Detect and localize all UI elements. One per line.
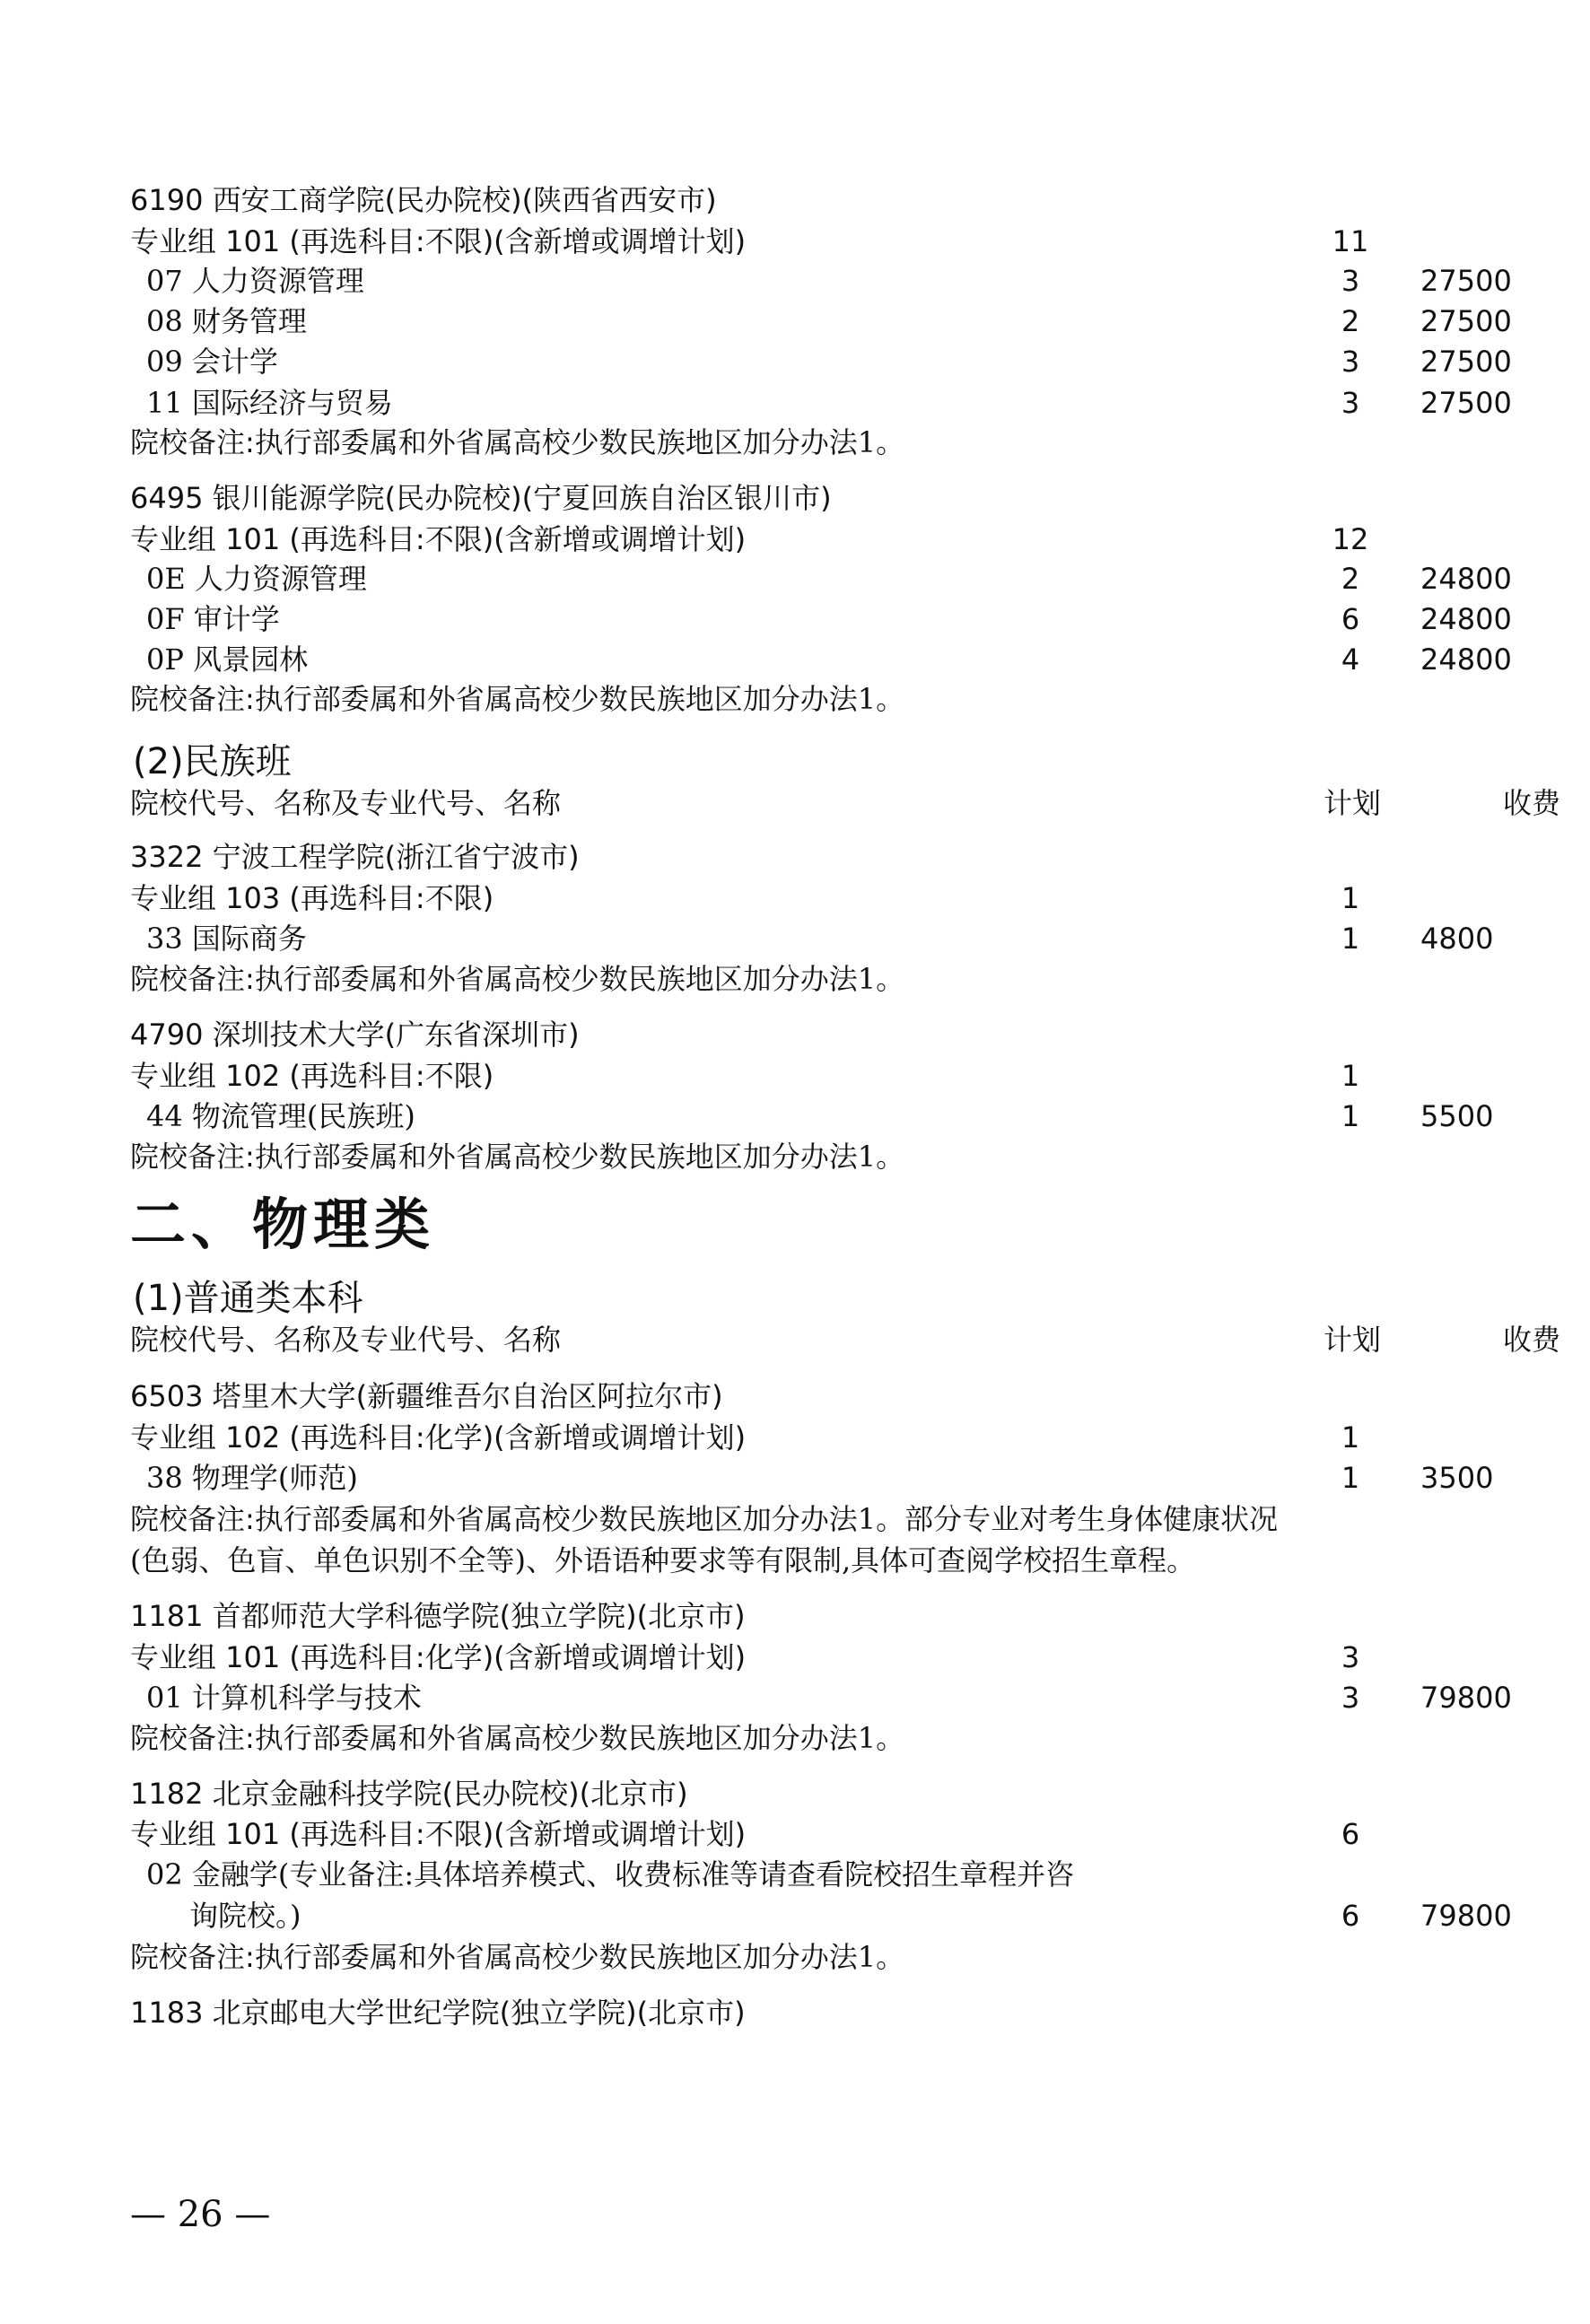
institution-note <box>130 1936 1476 1978</box>
tuition-fee: 79800 <box>1420 1681 1512 1715</box>
major-row-continued <box>130 1895 1512 1936</box>
section-heading: 二、物理类 <box>130 1192 436 1257</box>
major-group-row <box>130 1417 1476 1458</box>
tuition-fee: 27500 <box>1420 345 1512 379</box>
note-text <box>130 422 904 463</box>
plan-count: 3 <box>1341 1681 1360 1715</box>
row-label: 0P 风景园林 <box>146 642 309 677</box>
row-label: 33 国际商务 <box>146 922 307 956</box>
row-label: 院校代号、名称及专业代号、名称 <box>130 786 562 820</box>
note-label: 院校备注: <box>130 1721 255 1755</box>
major-row <box>130 558 1512 599</box>
plan-count: 1 <box>1341 881 1360 915</box>
row-label: 专业组 102 (再选科目:化学)(含新增或调增计划) <box>130 1420 747 1455</box>
plan-count: 3 <box>1341 386 1360 420</box>
note-label: 院校备注: <box>130 1140 255 1174</box>
note-continued <box>130 1540 1476 1581</box>
note-body: 执行部委属和外省属高校少数民族地区加分办法1。 <box>254 962 905 996</box>
note-body: 执行部委属和外省属高校少数民族地区加分办法1。 <box>254 1721 905 1755</box>
tuition-fee: 24800 <box>1420 562 1512 596</box>
plan-count: 1 <box>1341 1461 1360 1495</box>
row-label: 3322 宁波工程学院(浙江省宁波市) <box>130 840 580 874</box>
tuition-fee: 27500 <box>1420 386 1512 420</box>
institution-row <box>130 1376 1476 1417</box>
note-label: 院校备注: <box>130 1502 255 1536</box>
major-row <box>130 918 1494 959</box>
major-row <box>130 639 1512 680</box>
row-label: 院校代号、名称及专业代号、名称 <box>130 1323 562 1357</box>
note-body: 执行部委属和外省属高校少数民族地区加分办法1。 <box>254 425 905 459</box>
plan-count: 4 <box>1341 642 1360 677</box>
row-label: 11 国际经济与贸易 <box>146 386 393 420</box>
tuition-fee: 27500 <box>1420 304 1512 338</box>
note-label: 院校备注: <box>130 962 255 996</box>
note-body: 执行部委属和外省属高校少数民族地区加分办法1。 <box>254 1140 905 1174</box>
major-row <box>130 382 1512 424</box>
institution-note <box>130 1717 1476 1759</box>
plan-count: 3 <box>1341 1640 1360 1674</box>
row-label: 6495 银川能源学院(民办院校)(宁夏回族自治区银川市) <box>130 481 832 515</box>
subsection-heading: (1)普通类本科 <box>133 1278 363 1319</box>
note-text <box>130 1498 1278 1540</box>
column-header-row <box>130 1319 1561 1360</box>
major-group-row <box>130 1813 1476 1855</box>
row-label: 专业组 101 (再选科目:化学)(含新增或调增计划) <box>130 1640 747 1674</box>
page-number: — 26 — <box>130 2194 271 2235</box>
plan-count: 1 <box>1341 922 1360 956</box>
institution-row <box>130 1014 1476 1055</box>
row-label: 1182 北京金融科技学院(民办院校)(北京市) <box>130 1777 688 1811</box>
row-label: 07 人力资源管理 <box>146 264 364 298</box>
row-label: 0E 人力资源管理 <box>146 562 367 596</box>
row-label: 询院校。) <box>189 1899 301 1933</box>
plan-count: 6 <box>1341 602 1360 636</box>
row-label: 01 计算机科学与技术 <box>146 1681 422 1715</box>
major-group-row <box>130 878 1476 919</box>
row-label: 专业组 102 (再选科目:不限) <box>130 1059 494 1093</box>
tuition-fee: 3500 <box>1420 1461 1494 1495</box>
tuition-fee: 24800 <box>1420 642 1512 677</box>
institution-note <box>130 958 1476 1000</box>
tuition-fee: 79800 <box>1420 1899 1512 1933</box>
note-body: 执行部委属和外省属高校少数民族地区加分办法1。 <box>254 682 905 716</box>
note-body: 执行部委属和外省属高校少数民族地区加分办法1。 <box>254 1940 905 1974</box>
tuition-fee: 5500 <box>1420 1099 1494 1133</box>
major-row <box>130 1677 1512 1718</box>
row-label: 专业组 103 (再选科目:不限) <box>130 881 494 915</box>
plan-count: 计划 <box>1324 786 1382 820</box>
institution-note <box>130 1136 1476 1177</box>
institution-note <box>130 678 1476 720</box>
institution-note <box>130 422 1476 463</box>
plan-count: 计划 <box>1324 1323 1382 1357</box>
institution-row <box>130 836 1476 878</box>
row-label: 6503 塔里木大学(新疆维吾尔自治区阿拉尔市) <box>130 1379 723 1413</box>
row-label: 0F 审计学 <box>146 602 280 636</box>
plan-count: 1 <box>1341 1059 1360 1093</box>
major-row <box>130 1457 1494 1498</box>
major-group-row <box>130 1637 1476 1678</box>
note-label: 院校备注: <box>130 425 255 459</box>
major-group-row <box>130 1055 1476 1096</box>
note-body: 执行部委属和外省属高校少数民族地区加分办法1。部分专业对考生身体健康状况 <box>254 1502 1279 1536</box>
row-label: 1183 北京邮电大学世纪学院(独立学院)(北京市) <box>130 1996 746 2030</box>
major-row <box>130 598 1512 640</box>
plan-count: 3 <box>1341 345 1360 379</box>
row-label: 02 金融学(专业备注:具体培养模式、收费标准等请查看院校招生章程并咨 <box>146 1857 1075 1892</box>
major-row <box>130 1096 1494 1137</box>
institution-row <box>130 1595 1476 1637</box>
plan-count: 1 <box>1341 1420 1360 1455</box>
tuition-fee: 收费 <box>1503 786 1561 820</box>
plan-count: 6 <box>1341 1817 1360 1851</box>
note-label: 院校备注: <box>130 1940 255 1974</box>
tuition-fee: 24800 <box>1420 602 1512 636</box>
row-label: 6190 西安工商学院(民办院校)(陕西省西安市) <box>130 183 717 217</box>
row-label: 08 财务管理 <box>146 304 307 338</box>
institution-row <box>130 179 1476 221</box>
row-label: 专业组 101 (再选科目:不限)(含新增或调增计划) <box>130 1817 747 1851</box>
plan-count: 6 <box>1341 1899 1360 1933</box>
row-label: 09 会计学 <box>146 345 278 379</box>
row-label: 专业组 101 (再选科目:不限)(含新增或调增计划) <box>130 224 747 258</box>
row-label: 1181 首都师范大学科德学院(独立学院)(北京市) <box>130 1599 746 1633</box>
plan-count: 3 <box>1341 264 1360 298</box>
note-text <box>130 678 904 720</box>
plan-count: 2 <box>1341 562 1360 596</box>
tuition-fee: 4800 <box>1420 922 1494 956</box>
note-text <box>130 958 904 1000</box>
major-row <box>130 341 1512 382</box>
row-label: 38 物理学(师范) <box>146 1461 358 1495</box>
row-label: (色弱、色盲、单色识别不全等)、外语语种要求等有限制,具体可查阅学校招生章程。 <box>130 1543 1196 1577</box>
subsection-heading: (2)民族班 <box>133 741 292 782</box>
institution-row <box>130 1773 1476 1814</box>
plan-count: 2 <box>1341 304 1360 338</box>
major-row <box>130 301 1512 342</box>
major-row <box>130 1854 1476 1895</box>
note-text <box>130 1717 904 1759</box>
institution-note <box>130 1498 1476 1540</box>
column-header-row <box>130 782 1561 824</box>
row-label: 专业组 101 (再选科目:不限)(含新增或调增计划) <box>130 522 747 556</box>
major-group-row <box>130 519 1476 560</box>
plan-count: 1 <box>1341 1099 1360 1133</box>
tuition-fee: 收费 <box>1503 1323 1561 1357</box>
tuition-fee: 27500 <box>1420 264 1512 298</box>
row-label: 4790 深圳技术大学(广东省深圳市) <box>130 1018 580 1052</box>
plan-count: 12 <box>1332 522 1369 556</box>
major-row <box>130 260 1512 301</box>
note-label: 院校备注: <box>130 682 255 716</box>
note-text <box>130 1936 904 1978</box>
institution-row <box>130 477 1476 519</box>
note-text <box>130 1136 904 1177</box>
major-group-row <box>130 221 1476 262</box>
institution-row <box>130 1992 1476 2033</box>
plan-count: 11 <box>1332 224 1369 258</box>
row-label: 44 物流管理(民族班) <box>146 1099 415 1133</box>
